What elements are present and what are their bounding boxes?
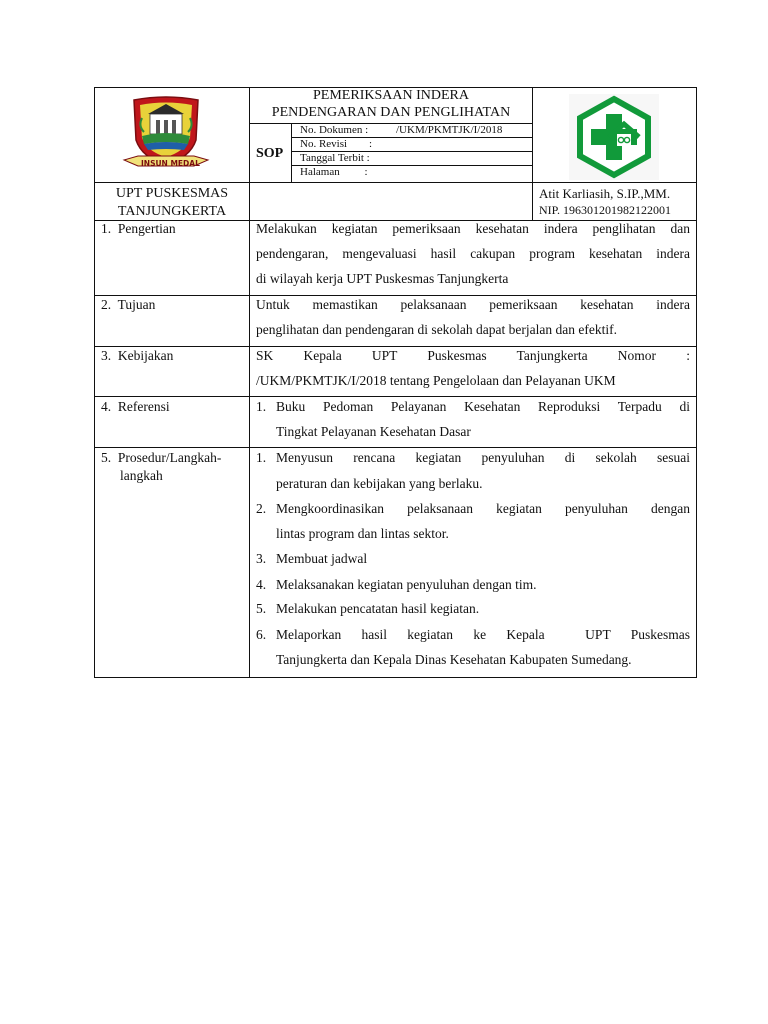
doc-number-label: No. Dokumen :: [300, 124, 369, 136]
tujuan-line-1: Untuk memastikan pelaksanaan pemeriksaan kesehatan indera: [256, 297, 690, 312]
row-line-kebijakan: [94, 396, 697, 397]
kebijakan-line-2: /UKM/PKMTJK/I/2018 tentang Pengelolaan dan Pelayanan UKM: [256, 373, 616, 388]
section-label-prosedur-1: 5. Prosedur/Langkah-: [101, 450, 222, 465]
title-line-1: PEMERIKSAAN INDERA: [313, 88, 469, 103]
step-4-number: 4.: [256, 577, 267, 592]
tujuan-line-2: penglihatan dan pendengaran di sekolah dapat berjalan dan efektif.: [256, 322, 617, 337]
column-divider-left: [249, 87, 250, 678]
step-2-line-2: lintas program dan lintas sektor.: [276, 526, 449, 541]
revision-label: No. Revisi :: [300, 138, 373, 150]
signer-nip: NIP. 196301201982122001: [539, 203, 672, 217]
row-line-tujuan: [94, 346, 697, 347]
pengertian-line-3: di wilayah kerja UPT Puskesmas Tanjungkerta: [256, 271, 509, 286]
section-label-kebijakan: 3. Kebijakan: [101, 348, 174, 363]
table-border-bottom: [94, 677, 697, 678]
row-line-referensi: [94, 447, 697, 448]
step-3-line-1: Membuat jadwal: [276, 551, 368, 566]
section-label-prosedur-2: langkah: [120, 468, 163, 483]
sop-label: SOP: [256, 146, 284, 161]
step-6-line-1: Melaporkan hasil kegiatan ke Kepala UPT Puskesmas: [276, 627, 690, 642]
column-divider-right-header: [532, 87, 533, 220]
kebijakan-line-1: SK Kepala UPT Puskesmas Tanjungkerta Nomor :: [256, 348, 690, 363]
step-5-line-1: Melakukan pencatatan hasil kegiatan.: [276, 601, 480, 616]
referensi-item-number: 1.: [256, 399, 267, 414]
referensi-line-1: Buku Pedoman Pelayanan Kesehatan Reproduksi Terpadu di: [276, 399, 690, 414]
step-2-number: 2.: [256, 501, 267, 516]
sop-divider: [291, 123, 292, 182]
title-line-2: PENDENGARAN DAN PENGLIHATAN: [271, 105, 511, 120]
pengertian-line-2: pendengaran, mengevaluasi hasil cakupan program kesehatan indera: [256, 246, 690, 261]
step-1-line-2: peraturan dan kebijakan yang berlaku.: [276, 476, 483, 491]
pengertian-line-1: Melakukan kegiatan pemeriksaan kesehatan indera penglihatan dan: [256, 221, 690, 236]
step-6-number: 6.: [256, 627, 267, 642]
table-border-left: [94, 87, 95, 678]
table-border-right: [696, 87, 697, 678]
section-label-tujuan: 2. Tujuan: [101, 297, 156, 312]
step-1-line-1: Menyusun rencana kegiatan penyuluhan di sekolah sesuai: [276, 450, 690, 465]
logo-banner-text: INSUN MEDAL: [141, 159, 200, 168]
row-line-header-bottom: [94, 182, 697, 183]
org-name-line-2: TANJUNGKERTA: [117, 204, 227, 219]
step-4-line-1: Melaksanakan kegiatan penyuluhan dengan tim.: [276, 577, 537, 592]
section-label-pengertian: 1. Pengertian: [101, 221, 176, 236]
page-label: Halaman :: [300, 166, 368, 178]
puskesmas-logo: [569, 94, 659, 180]
signer-name: Atit Karliasih, S.IP.,MM.: [539, 186, 671, 201]
doc-number-value: /UKM/PKMTJK/I/2018: [396, 124, 503, 136]
step-3-number: 3.: [256, 551, 267, 566]
step-5-number: 5.: [256, 601, 267, 616]
step-6-line-2: Tanjungkerta dan Kepala Dinas Kesehatan Kabupaten Sumedang.: [276, 652, 632, 667]
org-name-line-1: UPT PUSKESMAS: [115, 186, 229, 201]
section-label-referensi: 4. Referensi: [101, 399, 170, 414]
referensi-line-2: Tingkat Pelayanan Kesehatan Dasar: [276, 424, 471, 439]
step-2-line-1: Mengkoordinasikan pelaksanaan kegiatan penyuluhan dengan: [276, 501, 690, 516]
row-line-pengertian: [94, 295, 697, 296]
issue-date-label: Tanggal Terbit :: [300, 152, 370, 164]
step-1-number: 1.: [256, 450, 267, 465]
